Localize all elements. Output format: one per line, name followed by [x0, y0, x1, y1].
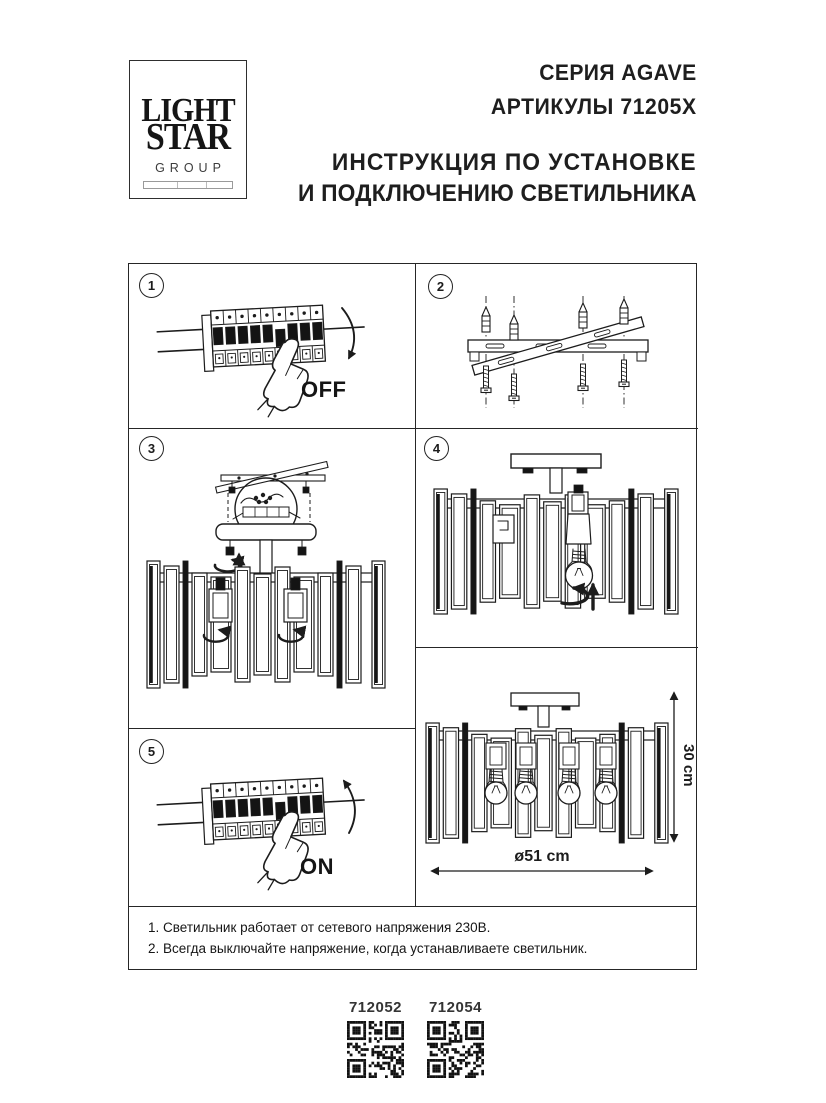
product-code-label: 712052: [348, 999, 403, 1016]
italian-flag-bar: [143, 181, 233, 189]
breaker-off-diagram: [129, 264, 416, 427]
canopy-wiring-diagram: [129, 429, 416, 727]
dimensions-diagram: [416, 648, 698, 905]
step-number: 3: [147, 441, 156, 456]
step-number-badge: [139, 739, 164, 764]
step-number-badge: [424, 436, 449, 461]
product-codes-row: [347, 999, 484, 1078]
document-header: [277, 60, 697, 208]
notes-box: [128, 906, 697, 970]
qr-code: [347, 1021, 404, 1078]
step-panel-4: [416, 429, 698, 648]
instruction-title-line1: ИНСТРУКЦИЯ ПО УСТАНОВКЕ: [332, 149, 697, 176]
product-code-block: [347, 999, 404, 1078]
flag-red-segment: [207, 182, 232, 188]
qr-code: [427, 1021, 484, 1078]
articles-title: АРТИКУЛЫ 71205X: [491, 94, 697, 119]
step-number-badge: [139, 436, 164, 461]
on-label: ON: [300, 854, 334, 879]
step-number-badge: [139, 273, 164, 298]
step-panel-5: [129, 729, 416, 907]
breaker-on-diagram: [129, 729, 416, 905]
instruction-grid: [128, 263, 697, 906]
lightstar-logo: [129, 60, 247, 199]
step-number: 2: [436, 279, 445, 294]
flag-green-segment: [144, 182, 177, 188]
step-number-badge: [428, 274, 453, 299]
product-code-label: 712054: [428, 999, 483, 1016]
series-title: СЕРИЯ AGAVE: [539, 60, 697, 85]
logo-word-group: GROUP: [155, 161, 226, 175]
step-panel-3: [129, 429, 416, 729]
note-line-1: 1. Светильник работает от сетевого напряжения 230В.: [148, 920, 491, 935]
note-line-2: 2. Всегда выключайте напряжение, когда устанавливаете светильник.: [148, 941, 588, 956]
step-number: 1: [147, 278, 156, 293]
step-number: 4: [432, 441, 441, 456]
flag-white-segment: [177, 182, 207, 188]
product-code-block: [427, 999, 484, 1078]
mounting-bracket-diagram: [416, 264, 698, 427]
final-dimensions-panel: [416, 648, 698, 907]
bulb-install-diagram: [416, 429, 698, 646]
off-label: OFF: [301, 377, 347, 402]
height-dimension-label: 30 cm: [680, 744, 697, 787]
step-panel-1: [129, 264, 416, 429]
step-panel-2: [416, 264, 698, 429]
step-number: 5: [147, 744, 156, 759]
instruction-title-line2: И ПОДКЛЮЧЕНИЮ СВЕТИЛЬНИКА: [298, 180, 697, 207]
logo-word-light: LIGHT: [141, 92, 235, 130]
logo-word-star: STAR: [145, 117, 231, 159]
diameter-dimension-label: ø51 cm: [514, 848, 570, 865]
